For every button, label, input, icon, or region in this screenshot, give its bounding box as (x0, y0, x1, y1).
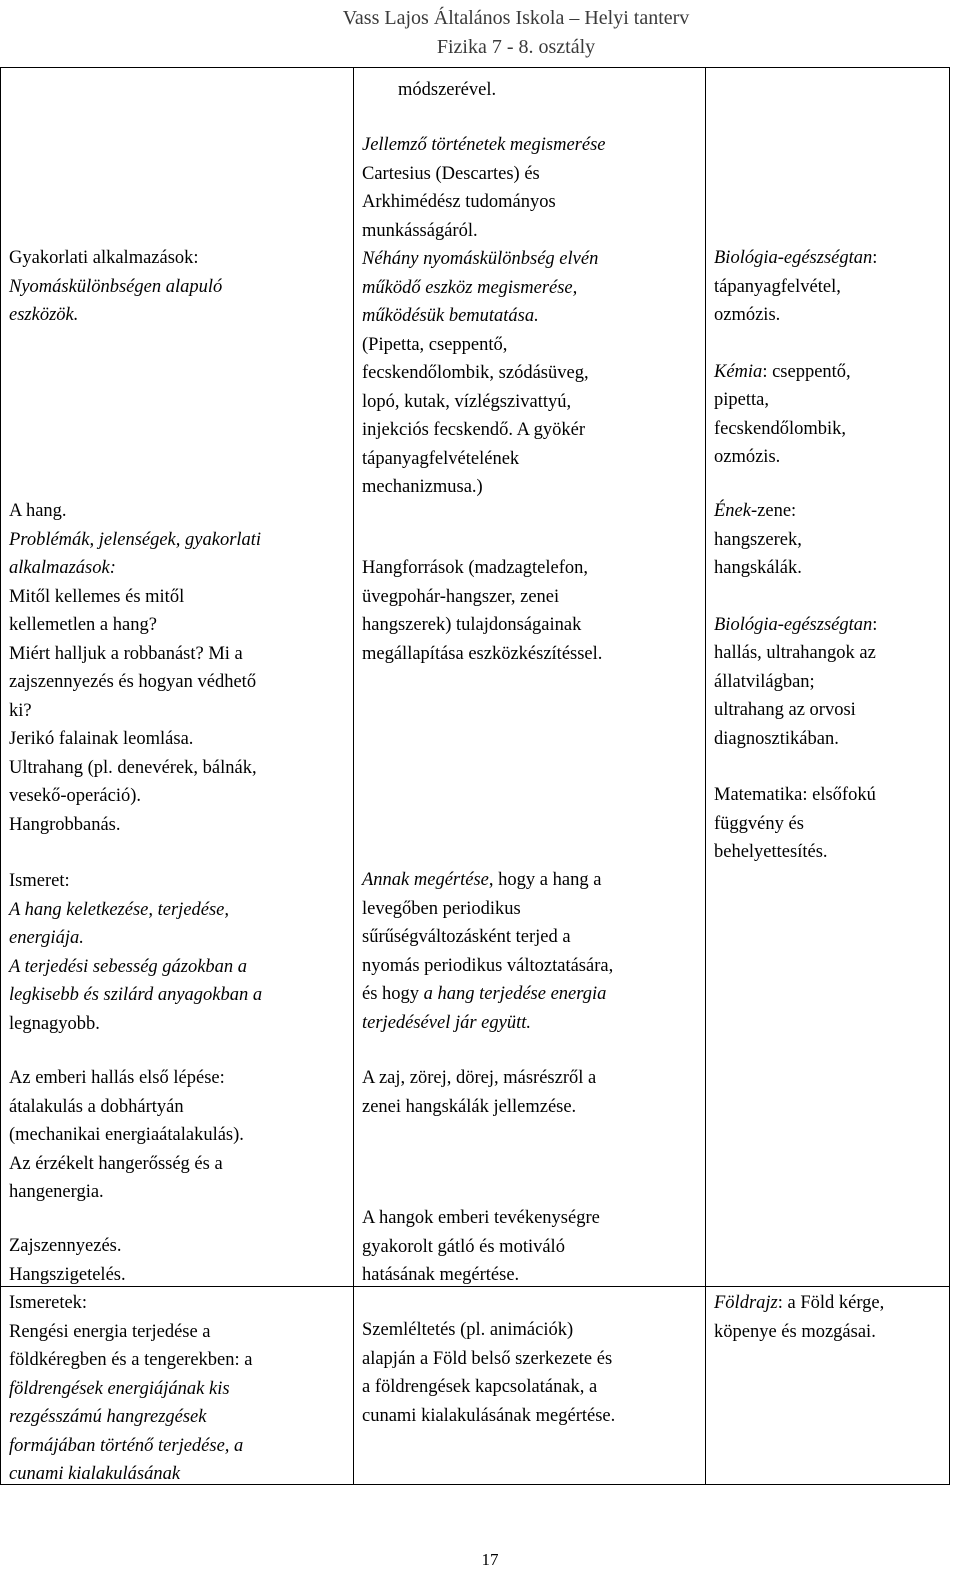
row2-activity-cell-b: Annak megértése, hogy a hang a levegőben periodikus sűrűségváltozásként terjed a nyomás periodikus változtatására, és hogy a hang terjedése energia terjedésével jár együtt. (362, 870, 614, 1033)
row2-activity-cell: Hangforrások (madzagtelefon, üvegpohár-hangszer, zenei hangszerek) tulajdonságainak megállapítása eszközkészítéssel. (362, 558, 603, 664)
row5-topic-cell: Ismeretek: Rengési energia terjedése a földkéregben és a tengerekben: a földrengések energiájának kis rezgésszámú hangrezgések formájában történő terjedése, a cunami kialakulásának (9, 1293, 253, 1484)
row5-links-cell: Földrajz: a Föld kérge, köpenye és mozgásai. (714, 1293, 885, 1342)
row3-activity-cell: A zaj, zörej, dörej, másrészről a zenei hangskálák jellemzése. (362, 1068, 597, 1117)
page-number: 17 (481, 1550, 499, 1569)
table-border-right (949, 67, 950, 1485)
table-divider-col1 (353, 67, 354, 1485)
row4-activity-cell: A hangok emberi tevékenységre gyakorolt gátló és motiváló hatásának megértése. (362, 1208, 600, 1285)
table-border-left (0, 67, 1, 1485)
row2-topic-cell: A hang. Problémák, jelenségek, gyakorlati alkalmazások: Mitől kellemes és mitől kellemetlen a hang? Miért halljuk a robbanást? Mi a zajszennyezés és hogyan védhető ki? Jerikó falainak leomlása. Ultrahang (pl. denevérek, bálnák, vesekő-operáció). Hangrobbanás. Ismeret: A hang keletkezése, terjedése, energiája. A terjedési sebesség gázokban a legkisebb és szilárd anyagokban a legnagyobb. (9, 501, 263, 1034)
row1-links-cell: Biológia-egészségtan: tápanyagfelvétel, ozmózis. Kémia: cseppentő, pipetta, fecskendőlombik, ozmózis. (714, 248, 878, 467)
school-title: Vass Lajos Általános Iskola – Helyi tanterv (342, 7, 690, 29)
row1-activity-cell: Jellemző történetek megismerése Cartesius (Descartes) és Arkhimédész tudományos munkásságáról. Néhány nyomáskülönbség elvén működő eszköz megismerése, működésük bemutatása. (Pipetta, cseppentő, fecskendőlombik, szódásüveg, lopó, kutak, vízlégszivattyú, injekciós fecskendő. A gyökér tápanyagfelvételének mechanizmusa.) (362, 135, 606, 497)
row4-topic-cell: Zajszennyezés. Hangszigetelés. (9, 1236, 126, 1285)
table-divider-col2 (705, 67, 706, 1485)
subject-title: Fizika 7 - 8. osztály (436, 36, 596, 58)
row5-activity-cell: Szemléltetés (pl. animációk) alapján a Föld belső szerkezete és a földrengések kapcsolatának, a cunami kialakulásának megértése. (362, 1320, 616, 1426)
table-border-top (0, 67, 950, 68)
row3-topic-cell: Az emberi hallás első lépése: átalakulás a dobhártyán (mechanikai energiaátalakulás). Az érzékelt hangerősség és a hangenergia. (9, 1068, 244, 1202)
row2-links-cell: Ének-zene: hangszerek, hangskálák. Biológia-egészségtan: hallás, ultrahangok az állatvilágban; ultrahang az orvosi diagnosztikában. Matematika: elsőfokú függvény és behelyettesítés. (714, 501, 878, 862)
col2-continuation: módszerével. (398, 80, 497, 100)
row1-topic-cell: Gyakorlati alkalmazások: Nyomáskülönbségen alapuló eszközök. (9, 248, 223, 325)
